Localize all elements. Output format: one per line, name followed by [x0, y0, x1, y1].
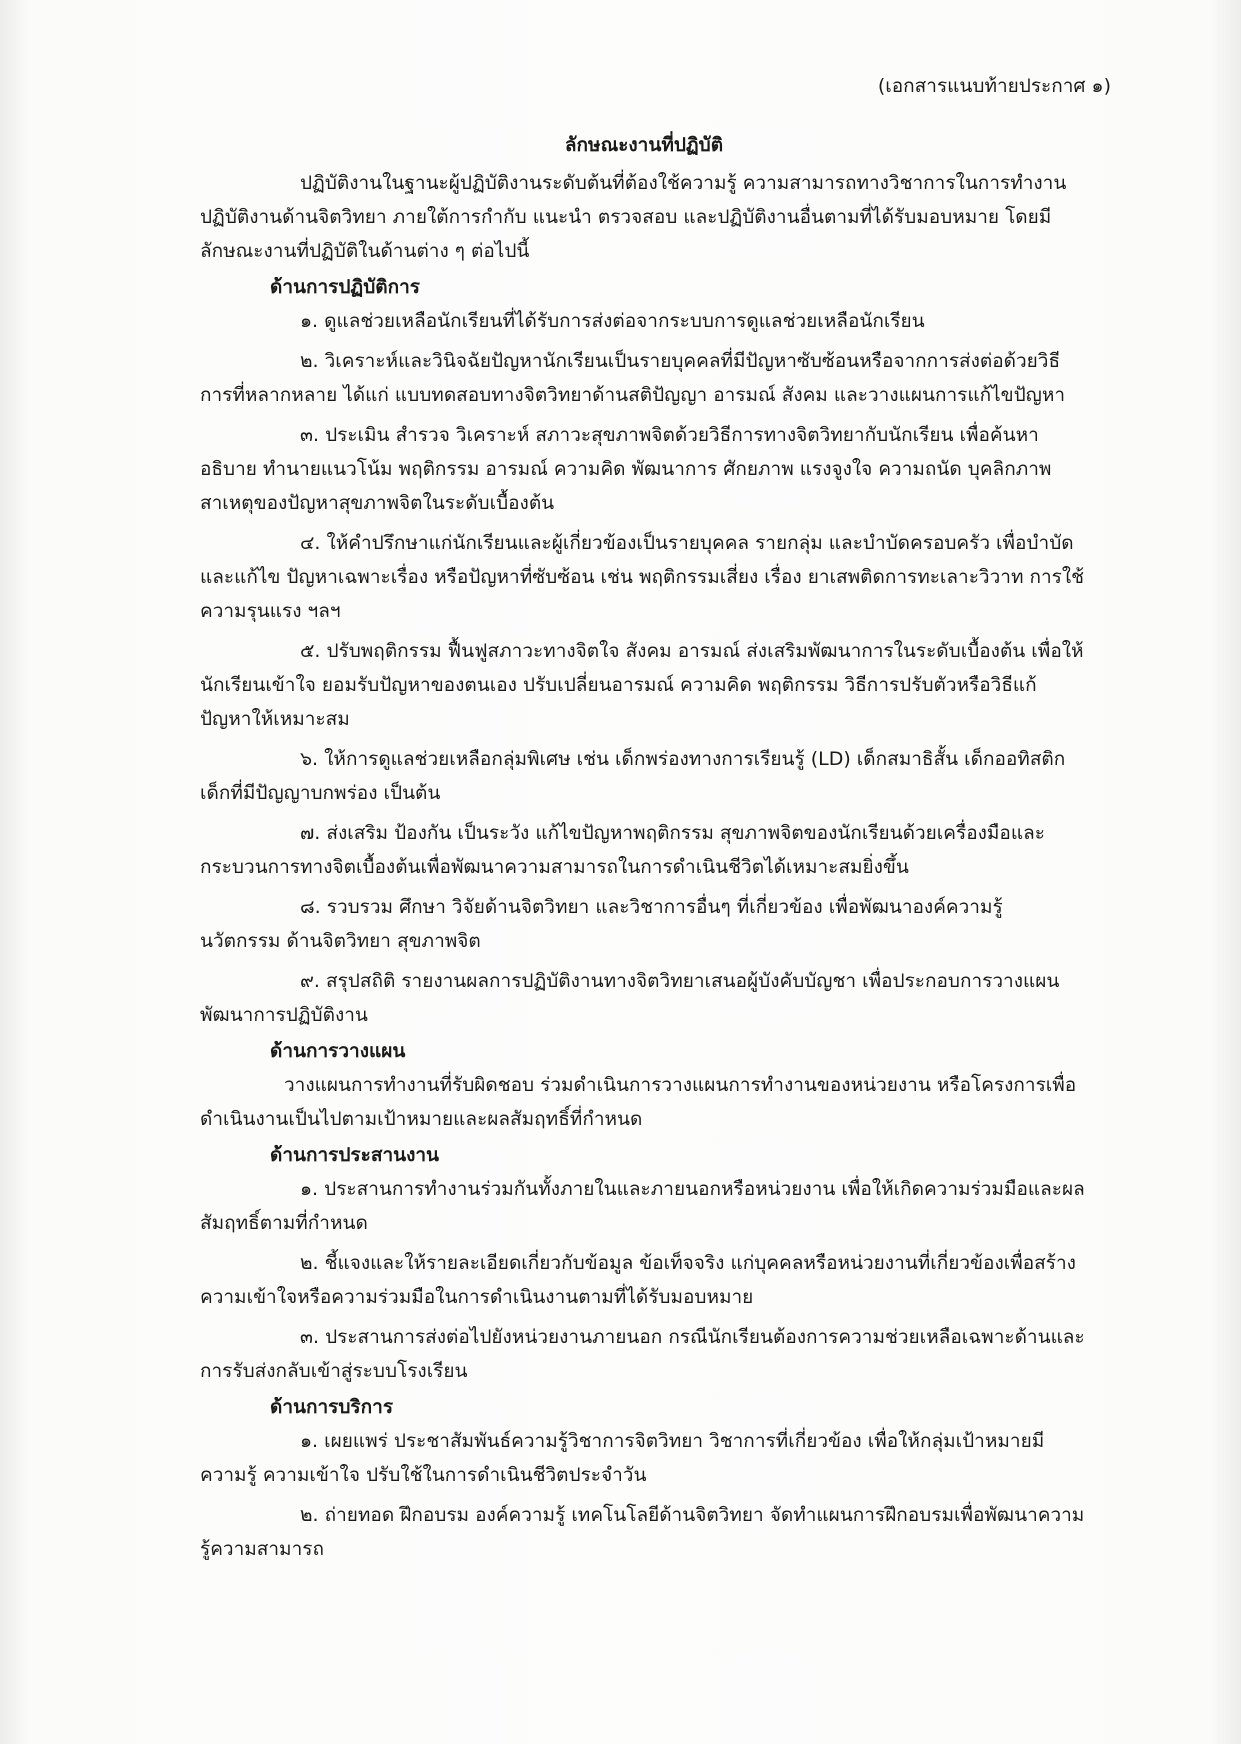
document-title: ลักษณะงานที่ปฏิบัติ: [564, 134, 724, 156]
operations-item-8: ๘. รวบรวม ศึกษา วิจัยด้านจิตวิทยา และวิชาการอื่นๆ ที่เกี่ยวข้อง เพื่อพัฒนาองค์ความรู้ นวัตกรรม ด้านจิตวิทยา สุขภาพจิต: [200, 896, 1003, 952]
operations-item-2: ๒. วิเคราะห์และวินิจฉัยปัญหานักเรียนเป็นรายบุคคลที่มีปัญหาซับซ้อนหรือจากการส่งต่อด้วยวิธีการที่หลากหลาย ได้แก่ แบบทดสอบทางจิตวิทยาด้านสติปัญญา อารมณ์ สังคม และวางแผนการแก้ไขปัญหา: [200, 350, 1066, 406]
coordination-item-3: ๓. ประสานการส่งต่อไปยังหน่วยงานภายนอก กรณีนักเรียนต้องการความช่วยเหลือเฉพาะด้านและการรับส่งกลับเข้าสู่ระบบโรงเรียน: [200, 1326, 1085, 1382]
section-heading-planning: ด้านการวางแผน: [270, 1040, 406, 1062]
service-item-2: ๒. ถ่ายทอด ฝึกอบรม องค์ความรู้ เทคโนโลยีด้านจิตวิทยา จัดทำแผนการฝึกอบรมเพื่อพัฒนาความรู้ความสามารถ: [200, 1504, 1085, 1560]
coordination-item-1: ๑. ประสานการทำงานร่วมกันทั้งภายในและภายนอกหรือหน่วยงาน เพื่อให้เกิดความร่วมมือและผลสัมฤทธิ์ตามที่กำหนด: [200, 1178, 1085, 1234]
operations-item-3: ๓. ประเมิน สำรวจ วิเคราะห์ สภาวะสุขภาพจิตด้วยวิธีการทางจิตวิทยากับนักเรียน เพื่อค้นหา อธิบาย ทำนายแนวโน้ม พฤติกรรม อารมณ์ ความคิด พัฒนาการ ศักยภาพ แรงจูงใจ ความถนัด บุคลิกภาพ สาเหตุของปัญหาสุขภาพจิตในระดับเบื้องต้น: [200, 424, 1052, 514]
planning-item-1: วางแผนการทำงานที่รับผิดชอบ ร่วมดำเนินการวางแผนการทำงานของหน่วยงาน หรือโครงการเพื่อดำเนินงานเป็นไปตามเป้าหมายและผลสัมฤทธิ์ที่กำหนด: [200, 1074, 1077, 1130]
coordination-item-2: ๒. ชี้แจงและให้รายละเอียดเกี่ยวกับข้อมูล ข้อเท็จจริง แก่บุคคลหรือหน่วยงานที่เกี่ยวข้องเพื่อสร้างความเข้าใจหรือความร่วมมือในการดำเนินงานตามที่ได้รับมอบหมาย: [200, 1252, 1076, 1308]
operations-item-7: ๗. ส่งเสริม ป้องกัน เป็นระวัง แก้ไขปัญหาพฤติกรรม สุขภาพจิตของนักเรียนด้วยเครื่องมือและกระบวนการทางจิตเบื้องต้นเพื่อพัฒนาความสามารถในการดำเนินชีวิตได้เหมาะสมยิ่งขึ้น: [200, 822, 1045, 878]
operations-item-4: ๔. ให้คำปรึกษาแก่นักเรียนและผู้เกี่ยวข้องเป็นรายบุคคล รายกลุ่ม และบำบัดครอบครัว เพื่อบำบัด และแก้ไข ปัญหาเฉพาะเรื่อง หรือปัญหาที่ซับซ้อน เช่น พฤติกรรมเสี่ยง เรื่อง ยาเสพติดการทะเลาะวิวาท การใช้ความรุนแรง ฯลฯ: [200, 532, 1085, 622]
section-heading-service: ด้านการบริการ: [270, 1396, 394, 1418]
operations-item-5: ๕. ปรับพฤติกรรม ฟื้นฟูสภาวะทางจิตใจ สังคม อารมณ์ ส่งเสริมพัฒนาการในระดับเบื้องต้น เพื่อให้นักเรียนเข้าใจ ยอมรับปัญหาของตนเอง ปรับเปลี่ยนอารมณ์ ความคิด พฤติกรรม วิธีการปรับตัวหรือวิธีแก้ปัญหาให้เหมาะสม: [200, 640, 1084, 730]
section-heading-coordination: ด้านการประสานงาน: [270, 1144, 440, 1166]
operations-item-9: ๙. สรุปสถิติ รายงานผลการปฏิบัติงานทางจิตวิทยาเสนอผู้บังคับบัญชา เพื่อประกอบการวางแผน พัฒนาการปฏิบัติงาน: [200, 970, 1060, 1026]
intro-paragraph: ปฏิบัติงานในฐานะผู้ปฏิบัติงานระดับต้นที่ต้องใช้ความรู้ ความสามารถทางวิชาการในการทำงาน ปฏิบัติงานด้านจิตวิทยา ภายใต้การกำกับ แนะนำ ตรวจสอบ และปฏิบัติงานอื่นตามที่ได้รับมอบหมาย โดยมีลักษณะงานที่ปฏิบัติในด้านต่าง ๆ ต่อไปนี้: [200, 172, 1067, 262]
operations-item-1: ๑. ดูแลช่วยเหลือนักเรียนที่ได้รับการส่งต่อจากระบบการดูแลช่วยเหลือนักเรียน: [300, 310, 925, 332]
document-body: [200, 128, 1088, 1566]
section-heading-operations: ด้านการปฏิบัติการ: [270, 276, 420, 298]
service-item-1: ๑. เผยแพร่ ประชาสัมพันธ์ความรู้วิชาการจิตวิทยา วิชาการที่เกี่ยวข้อง เพื่อให้กลุ่มเป้าหมายมีความรู้ ความเข้าใจ ปรับใช้ในการดำเนินชีวิตประจำวัน: [200, 1430, 1045, 1486]
annex-label: (เอกสารแนบท้ายประกาศ ๑): [877, 75, 1111, 97]
operations-item-6: ๖. ให้การดูแลช่วยเหลือกลุ่มพิเศษ เช่น เด็กพร่องทางการเรียนรู้ (LD) เด็กสมาธิสั้น เด็กออทิสติก เด็กที่มีปัญญาบกพร่อง เป็นต้น: [200, 748, 1066, 804]
